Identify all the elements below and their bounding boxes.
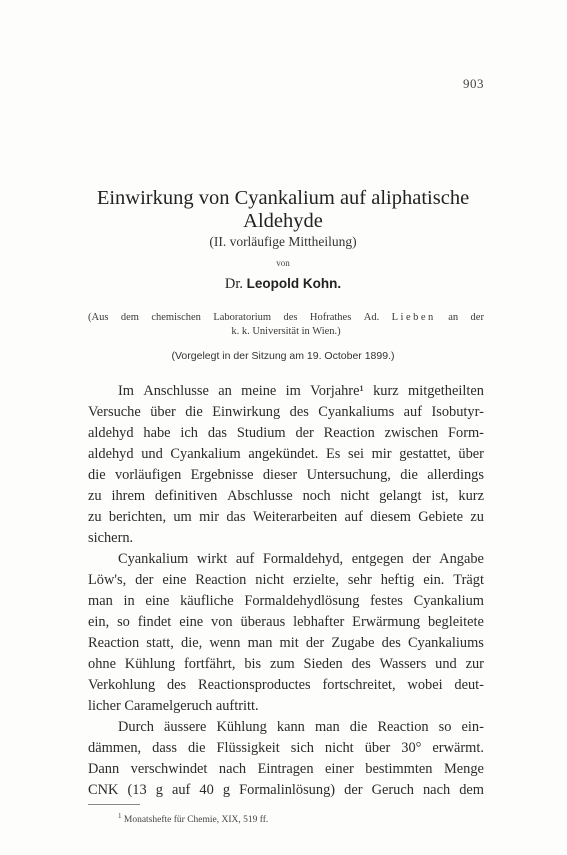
- affiliation-word: Ad.: [363, 312, 380, 323]
- body-line: licher Caramelgeruch auftritt.: [88, 698, 259, 714]
- body-line: ohne Kühlung fortfährt, bis zum Sieden des Wassers und zur: [88, 656, 484, 672]
- body-line: Im Anschlusse an meine im Vorjahre¹ kurz mitgetheilten: [118, 383, 484, 399]
- article-title-line-2: Aldehyde: [243, 210, 323, 232]
- affiliation-word: des: [283, 312, 298, 323]
- body-line: aldehyd habe ich das Studium der Reaction zwischen Form-: [88, 425, 484, 441]
- body-line: sichern.: [88, 530, 134, 546]
- footnote-text: Monatshefte für Chemie, XIX, 519 ff.: [123, 815, 269, 826]
- body-line: ein, so findet eine von überaus lebhafter Erwärmung begleitete: [88, 614, 484, 630]
- affiliation-word: (Aus: [88, 312, 109, 323]
- body-line: dämmen, dass die Flüssigkeit sich nicht über 30° erwärmt.: [88, 740, 484, 756]
- author-line: [80, 276, 486, 293]
- affiliation-word: Laboratorium: [213, 312, 272, 323]
- footnote-marker: 1: [118, 812, 122, 820]
- body-line: Versuche über die Einwirkung des Cyankaliums auf Isobutyr-: [88, 404, 484, 420]
- body-line: Durch äussere Kühlung kann man die Reaction so ein-: [118, 719, 484, 735]
- affiliation-word: Hofrathes: [309, 312, 352, 323]
- article-subtitle: (II. vorläufige Mittheilung): [209, 234, 357, 249]
- body-line: Reaction statt, die, wenn man mit der Zugabe des Cyankaliums: [88, 635, 484, 651]
- affiliation-word: Lieben: [391, 312, 436, 323]
- affiliation-line-2: k. k. Universität in Wien.): [231, 326, 341, 337]
- footnote: [118, 812, 268, 825]
- body-line: man in eine käufliche Formaldehydlösung festes Cyankalium: [88, 593, 484, 609]
- affiliation: [88, 311, 484, 339]
- body-line: zu ihrem definitiven Abschlusse noch nicht gelangt ist, kurz: [88, 488, 484, 504]
- body-line: Löw's, der eine Reaction nicht erzielte, sehr heftig ein. Trägt: [88, 572, 484, 588]
- body-line: Dann verschwindet nach Eintragen einer bestimmten Menge: [88, 761, 484, 777]
- affiliation-word: an: [448, 312, 459, 323]
- body-line: CNK (13 g auf 40 g Formalinlösung) der Geruch nach dem: [88, 782, 484, 798]
- article-title-line-1: Einwirkung von Cyankalium auf aliphatische: [96, 187, 470, 209]
- body-line: zu berichten, um mir das Weiterarbeiten auf diesem Gebiete zu: [88, 509, 484, 525]
- affiliation-word: chemischen: [151, 312, 201, 323]
- page-number: 903: [463, 76, 484, 91]
- affiliation-line-1: [88, 311, 484, 325]
- body-line: aldehyd und Cyankalium angekündet. Es sei mir gestattet, über: [88, 446, 484, 462]
- footnote-divider: [88, 804, 140, 805]
- author-prefix: Dr.: [224, 276, 243, 292]
- body-line: Cyankalium wirkt auf Formaldehyd, entgegen der Angabe: [118, 551, 484, 567]
- affiliation-word: dem: [120, 312, 139, 323]
- author-name: Leopold Kohn.: [246, 276, 342, 291]
- affiliation-word: der: [470, 312, 484, 323]
- body-line: Verkohlung des Reactionsproductes fortschreitet, wobei deut-: [88, 677, 484, 693]
- byline-von: von: [276, 258, 290, 268]
- presented-note: (Vorgelegt in der Sitzung am 19. October 1899.): [171, 350, 395, 362]
- body-line: die vorläufigen Ergebnisse dieser Untersuchung, die allerdings: [88, 467, 484, 483]
